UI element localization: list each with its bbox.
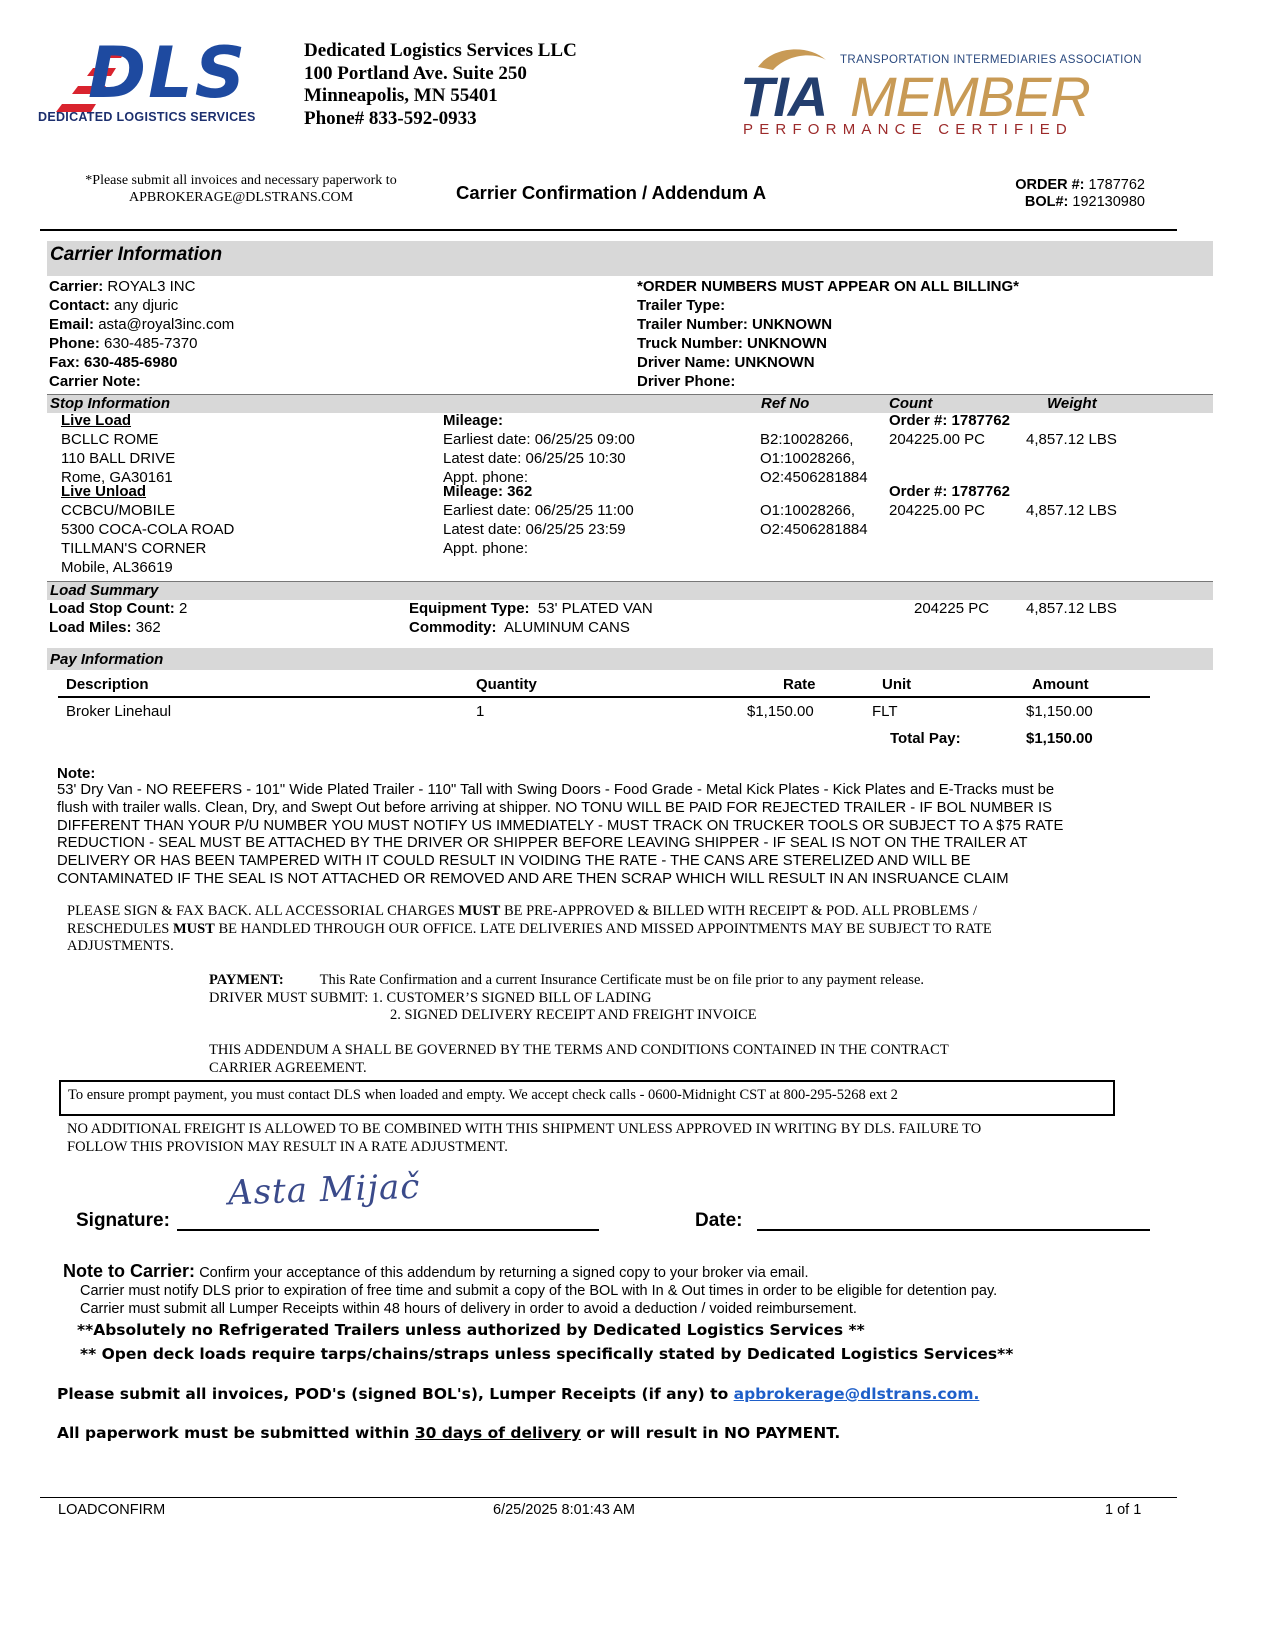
email-value: asta@royal3inc.com	[98, 316, 235, 333]
pickup-appt: Appt. phone:	[443, 469, 529, 486]
delivery-area: TILLMAN'S CORNER	[61, 540, 207, 557]
submit-note-text: *Please submit all invoices and necessary paperwork to	[85, 173, 397, 188]
pay-row-description: Broker Linehaul	[66, 703, 172, 720]
open-deck-notice: ** Open deck loads require tarps/chains/straps unless specifically stated by Dedicated Logistics Services**	[80, 1345, 1014, 1363]
equipment-label: Equipment Type:	[409, 600, 530, 617]
pay-row-quantity: 1	[476, 703, 485, 720]
delivery-type: Live Unload	[61, 483, 147, 500]
equipment-value: 53' PLATED VAN	[537, 600, 653, 617]
pay-section-title: Pay Information	[50, 651, 164, 668]
pickup-mileage: Mileage:	[443, 412, 504, 429]
driver-phone: Driver Phone:	[637, 373, 736, 390]
load-summary-count: 204225 PC	[914, 600, 990, 617]
pay-col-rate: Rate	[783, 676, 816, 693]
dls-logo	[38, 32, 296, 130]
pickup-earliest: Earliest date: 06/25/25 09:00	[443, 431, 635, 448]
payment-label: PAYMENT:	[209, 972, 284, 988]
pay-col-quantity: Quantity	[476, 676, 537, 693]
governed-2: CARRIER AGREEMENT.	[209, 1059, 367, 1076]
pickup-stop	[61, 411, 175, 487]
delivery-order: Order #: 1787762	[889, 483, 1010, 500]
submit-email: APBROKERAGE@DLSTRANS.COM	[128, 190, 354, 205]
truck-details	[637, 277, 1019, 391]
no-additional-1: NO ADDITIONAL FREIGHT IS ALLOWED TO BE COMBINED WITH THIS SHIPMENT UNLESS APPROVED IN WRITING BY DLS. FAILURE TO	[67, 1121, 982, 1137]
footer-timestamp: 6/25/2025 8:01:43 AM	[493, 1502, 635, 1518]
load-summary-bar	[47, 581, 1213, 600]
col-count: Count	[889, 395, 933, 412]
note-label: Note:	[57, 765, 96, 782]
tia-certified: PERFORMANCE CERTIFIED	[743, 121, 1073, 138]
truck-number: Truck Number: UNKNOWN	[637, 335, 828, 352]
signature-line[interactable]	[177, 1229, 599, 1231]
stop-count-value: 2	[178, 600, 188, 617]
col-ref-no: Ref No	[761, 395, 810, 412]
payment-text: This Rate Confirmation and a current Insurance Certificate must be on file prior to any payment release.	[319, 972, 925, 988]
pickup-order: Order #: 1787762	[889, 412, 1010, 429]
dls-logo-letters: DLS	[88, 32, 248, 114]
sign-text-b: BE PRE-APPROVED & BILLED WITH RECEIPT & POD. ALL PROBLEMS /	[500, 903, 977, 919]
note-to-carrier-line1: Confirm your acceptance of this addendum by returning a signed copy to your broker via email.	[199, 1265, 809, 1281]
paperwork-text-a: All paperwork must be submitted within	[57, 1424, 415, 1442]
pickup-type: Live Load	[61, 412, 132, 429]
payment-terms	[209, 972, 949, 1077]
pay-col-amount: Amount	[1032, 676, 1089, 693]
email-label: Email:	[49, 316, 95, 333]
pickup-name: BCLLC ROME	[61, 431, 159, 448]
pickup-street: 110 BALL DRIVE	[61, 450, 176, 467]
delivery-city: Mobile, AL36619	[61, 559, 173, 576]
commodity-value: ALUMINUM CANS	[504, 619, 630, 636]
order-number-line	[1015, 177, 1145, 194]
total-pay-value: $1,150.00	[1026, 730, 1093, 747]
bol-value: 192130980	[1072, 194, 1145, 210]
order-value: 1787762	[1088, 177, 1145, 193]
note-line: flush with trailer walls. Clean, Dry, and Swept Out before arriving at shipper. NO TONU WILL BE PAID FOR REJECTED TRAILER - IF BOL NUMBER IS	[57, 799, 1052, 816]
pay-header-rule	[58, 696, 1150, 698]
delivery-appt: Appt. phone:	[443, 540, 529, 557]
delivery-count: 204225.00 PC	[889, 502, 985, 519]
note-to-carrier-line2: Carrier must notify DLS prior to expiration of free time and submit a copy of the BOL with In & Out times in order to be eligible for detention pay.	[80, 1283, 998, 1299]
delivery-mileage: Mileage: 362	[443, 483, 533, 500]
handwritten-signature: Asta Mijač	[227, 1166, 421, 1214]
pickup-city: Rome, GA30161	[61, 469, 173, 486]
tia-letters: TIA	[740, 65, 828, 128]
carrier-note-label: Carrier Note:	[49, 373, 141, 390]
trailer-number: Trailer Number: UNKNOWN	[637, 316, 833, 333]
delivery-stop	[61, 482, 234, 577]
stop-section-title: Stop Information	[50, 395, 170, 412]
signature-label: Signature:	[76, 1210, 170, 1231]
delivery-ref1: O1:10028266,	[760, 502, 856, 519]
load-summary-title: Load Summary	[50, 582, 159, 599]
must-emphasis: MUST	[458, 903, 501, 919]
carrier-section-title: Carrier Information	[50, 244, 223, 265]
pickup-ref2: O1:10028266,	[760, 450, 856, 467]
note-body	[57, 782, 1063, 889]
driver-submit-2: 2. SIGNED DELIVERY RECEIPT AND FREIGHT INVOICE	[390, 1007, 757, 1023]
submit-note	[62, 172, 420, 206]
reefer-notice: **Absolutely no Refrigerated Trailers unless authorized by Dedicated Logistics Services **	[77, 1321, 865, 1339]
pay-section-bar	[47, 648, 1213, 670]
carrier-label: Carrier:	[49, 278, 104, 295]
company-phone: Phone# 833-592-0933	[304, 107, 477, 129]
pickup-ref3: O2:4506281884	[760, 469, 868, 486]
phone-value: 630-485-7370	[104, 335, 198, 352]
carrier-value: ROYAL3 INC	[107, 278, 196, 295]
address-line1: 100 Portland Ave. Suite 250	[304, 62, 527, 84]
trailer-type: Trailer Type:	[637, 297, 726, 314]
pickup-latest: Latest date: 06/25/25 10:30	[443, 450, 626, 467]
note-line: DIFFERENT THAN YOUR P/U NUMBER YOU MUST NOTIFY US IMMEDIATELY - MUST TRACK ON TRUCKER TOOLS OR SUBJECT TO A $75 RATE	[57, 817, 1064, 834]
tia-small-text: TRANSPORTATION INTERMEDIARIES ASSOCIATION	[840, 54, 1142, 66]
total-pay-label: Total Pay:	[890, 730, 961, 747]
pickup-refs	[760, 430, 868, 487]
dls-logo-tagline: DEDICATED LOGISTICS SERVICES	[38, 110, 256, 124]
footer-divider	[40, 1497, 1177, 1498]
delivery-street: 5300 COCA-COLA ROAD	[61, 521, 235, 538]
pay-col-description: Description	[66, 676, 149, 693]
footer-left: LOADCONFIRM	[58, 1502, 166, 1518]
paperwork-text-b: or will result in NO PAYMENT.	[580, 1424, 841, 1442]
paperwork-deadline	[57, 1424, 840, 1442]
delivery-earliest: Earliest date: 06/25/25 11:00	[443, 502, 634, 519]
tia-member: MEMBER	[850, 65, 1090, 128]
delivery-weight: 4,857.12 LBS	[1026, 502, 1117, 519]
pay-row-rate: $1,150.00	[747, 703, 814, 720]
address-line2: Minneapolis, MN 55401	[304, 85, 498, 106]
col-weight: Weight	[1047, 395, 1097, 412]
load-summary-middle	[409, 599, 653, 637]
paperwork-deadline-days: 30 days of delivery	[414, 1424, 581, 1442]
delivery-latest: Latest date: 06/25/25 23:59	[443, 521, 626, 538]
note-line: REDUCTION - SEAL MUST BE ATTACHED BY THE DRIVER OR SHIPPER BEFORE LEAVING SHIPPER - IF SEAL IS NOT ON THE TRAILER AT	[57, 835, 1028, 852]
note-line: CONTAMINATED IF THE SEAL IS NOT ATTACHED OR REMOVED AND ARE THEN SCRAP WHICH WILL RESULT IN AN INSRUANCE CLAIM	[57, 870, 1009, 887]
pickup-ref1: B2:10028266,	[760, 431, 854, 448]
no-additional-freight	[67, 1121, 981, 1156]
bol-label: BOL#:	[1024, 194, 1069, 210]
stop-count-label: Load Stop Count:	[49, 600, 175, 617]
pickup-schedule	[443, 411, 635, 487]
pickup-count: 204225.00 PC	[889, 431, 985, 448]
load-miles-value: 362	[135, 619, 161, 636]
note-to-carrier-line3: Carrier must submit all Lumper Receipts within 48 hours of delivery in order to avoid a deduction / voided reimbursement.	[80, 1301, 857, 1317]
tia-logo	[728, 42, 1146, 146]
contact-label: Contact:	[49, 297, 110, 314]
note-to-carrier-more	[80, 1282, 997, 1318]
contact-value: any djuric	[114, 297, 179, 314]
submit-invoices-text: Please submit all invoices, POD's (signed BOL's), Lumper Receipts (if any) to	[57, 1385, 734, 1403]
document-title: Carrier Confirmation / Addendum A	[456, 182, 767, 203]
order-label: ORDER #:	[1015, 177, 1085, 193]
header-divider	[40, 229, 1177, 231]
note-to-carrier-label: Note to Carrier:	[63, 1261, 196, 1281]
bol-number-line	[1015, 194, 1145, 211]
load-miles-label: Load Miles:	[49, 619, 132, 636]
sign-text-e: ADJUSTMENTS.	[67, 938, 174, 954]
phone-label: Phone:	[49, 335, 100, 352]
submit-invoices	[57, 1385, 979, 1403]
governed-1: THIS ADDENDUM A SHALL BE GOVERNED BY THE TERMS AND CONDITIONS CONTAINED IN THE CONTRACT	[209, 1042, 949, 1058]
note-line: DELIVERY OR HAS BEEN TAMPERED WITH IT COULD RESULT IN VOIDING THE RATE - THE CANS ARE STERELIZED AND WILL BE	[57, 853, 971, 870]
commodity-label: Commodity:	[409, 619, 497, 636]
sign-text-d: BE HANDLED THROUGH OUR OFFICE. LATE DELIVERIES AND MISSED APPOINTMENTS MAY BE SUBJECT TO RATE	[214, 920, 992, 937]
date-label: Date:	[695, 1210, 743, 1231]
pickup-weight: 4,857.12 LBS	[1026, 431, 1117, 448]
must-emphasis: MUST	[172, 920, 215, 937]
brokerage-email-link[interactable]: apbrokerage@dlstrans.com.	[733, 1385, 980, 1403]
order-numbers-notice: *ORDER NUMBERS MUST APPEAR ON ALL BILLING*	[637, 278, 1019, 295]
company-name: Dedicated Logistics Services LLC	[304, 40, 577, 61]
pay-row-unit: FLT	[872, 703, 898, 720]
carrier-details	[49, 277, 234, 391]
no-additional-2: FOLLOW THIS PROVISION MAY RESULT IN A RATE ADJUSTMENT.	[67, 1138, 508, 1155]
fax-line: Fax: 630-485-6980	[49, 354, 178, 371]
note-line: 53' Dry Van - NO REEFERS - 101" Wide Plated Trailer - 110" Tall with Swing Doors - Food Grade - Metal Kick Plates - Kick Plates and E-Tracks must be	[57, 782, 1055, 798]
driver-submit: DRIVER MUST SUBMIT: 1. CUSTOMER’S SIGNED BILL OF LADING	[209, 989, 652, 1006]
driver-name: Driver Name: UNKNOWN	[637, 354, 815, 371]
sign-text-a: PLEASE SIGN & FAX BACK. ALL ACCESSORIAL CHARGES	[67, 903, 459, 919]
delivery-name: CCBCU/MOBILE	[61, 502, 176, 519]
date-line[interactable]	[757, 1229, 1150, 1231]
load-summary-weight: 4,857.12 LBS	[1026, 600, 1117, 617]
footer-page: 1 of 1	[1105, 1502, 1142, 1518]
sign-text-c: RESCHEDULES	[67, 920, 173, 937]
pay-row-amount: $1,150.00	[1026, 703, 1093, 720]
sign-fax-paragraph	[67, 903, 992, 956]
delivery-schedule	[443, 482, 634, 558]
load-summary-left	[49, 599, 187, 637]
note-to-carrier	[63, 1261, 809, 1282]
pay-col-unit: Unit	[882, 676, 912, 693]
order-bol-block	[1015, 177, 1145, 211]
company-address	[304, 40, 577, 130]
delivery-ref2: O2:4506281884	[760, 521, 868, 538]
prompt-payment-box	[59, 1080, 1115, 1116]
delivery-refs	[760, 501, 868, 539]
prompt-payment-text: To ensure prompt payment, you must contact DLS when loaded and empty. We accept check calls - 0600-Midnight CST at 800-295-5268 ext 2	[68, 1087, 898, 1103]
